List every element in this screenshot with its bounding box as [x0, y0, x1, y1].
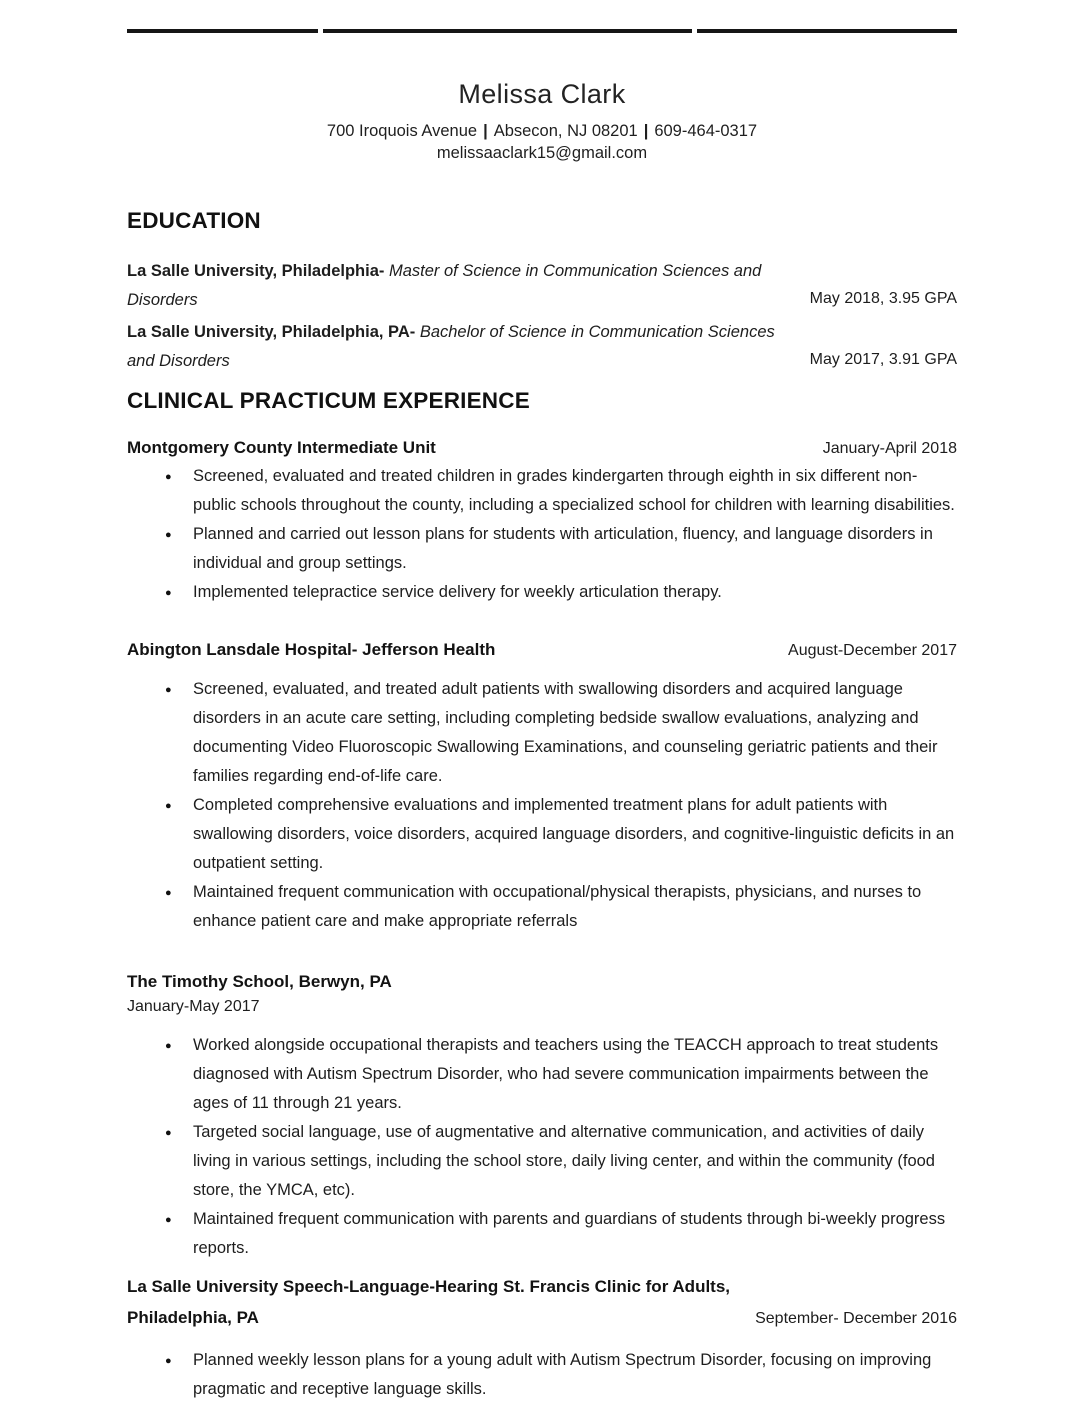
experience-date: January-May 2017 [127, 998, 260, 1015]
education-item [127, 318, 957, 376]
degree: Bachelor of Science in Communication Sciences [419, 323, 775, 341]
experience-entry-header [127, 637, 957, 662]
header-rule-segment [127, 29, 318, 33]
degree: Master of Science in Communication Sciences and [388, 262, 762, 280]
header-rule [127, 29, 957, 33]
education-item [127, 257, 957, 315]
experience-entry-header [127, 969, 957, 1018]
education-date: May 2017, 3.91 GPA [809, 351, 957, 368]
contact-separator: | [483, 122, 488, 140]
school-name: La Salle University, Philadelphia, PA- [127, 323, 416, 341]
header-rule-segment [323, 29, 692, 33]
bullet-item: ● Maintained frequent communication with occupational/physical therapists, physicians, and nurses to enhance patient care and make appropriate referrals [193, 878, 957, 936]
bullet-item: ● Planned weekly lesson plans for a young adult with Autism Spectrum Disorder, focusing on improving pragmatic and receptive language skills. [193, 1346, 957, 1404]
employer-name: Abington Lansdale Hospital- Jefferson Health [127, 640, 496, 659]
resume-header [127, 79, 957, 164]
employer-name: Montgomery County Intermediate Unit [127, 438, 436, 457]
bullet-item: ● Implemented telepractice service delivery for weekly articulation therapy. [193, 578, 957, 607]
bullet-item: ● Planned and carried out lesson plans for students with articulation, fluency, and language disorders in individual and group settings. [193, 520, 957, 578]
experience-bullet-list [127, 1031, 957, 1263]
experience-entry-header [127, 435, 957, 460]
degree: and Disorders [127, 352, 230, 370]
experience-date: August-December 2017 [788, 642, 957, 659]
experience-entry-header [127, 1271, 957, 1333]
experience-bullet-list [127, 675, 957, 936]
employer-name: La Salle University Speech-Language-Hearing St. Francis Clinic for Adults, Philadelphia, PA [127, 1277, 731, 1327]
bullet-item: ● Completed comprehensive evaluations and implemented treatment plans for adult patients with swallowing disorders, voice disorders, acquired language disorders, and cognitive-linguistic deficits in an outpatient setting. [193, 791, 957, 878]
education-date: May 2018, 3.95 GPA [809, 290, 957, 307]
experience-date: September- December 2016 [755, 1310, 957, 1327]
experience-bullet-list [127, 1346, 957, 1404]
bullet-item: ● Targeted social language, use of augmentative and alternative communication, and activities of daily living in various settings, including the school store, daily living center, and within the community (food store, the YMCA, etc). [193, 1118, 957, 1205]
person-name: Melissa Clark [458, 79, 626, 109]
bullet-item: ● Screened, evaluated, and treated adult patients with swallowing disorders and acquired language disorders in an acute care setting, including completing bedside swallow evaluations, analyzing and documenting Video Fluoroscopic Swallowing Examinations, and counseling geriatric patients and their families regarding end-of-life care. [193, 675, 957, 791]
employer-name: The Timothy School, Berwyn, PA [127, 972, 392, 991]
experience-date: January-April 2018 [822, 440, 957, 457]
email-address: melissaaclark15@gmail.com [436, 144, 648, 162]
education-section-heading: EDUCATION [127, 208, 261, 233]
contact-separator: | [643, 122, 649, 140]
city-state-zip: Absecon, NJ 08201 [493, 122, 638, 140]
bullet-item: ● Screened, evaluated and treated children in grades kindergarten through eighth in six different non-public schools throughout the county, including a specialized school for children with learning disabilities. [193, 462, 957, 520]
bullet-item: ● Maintained frequent communication with parents and guardians of students through bi-weekly progress reports. [193, 1205, 957, 1263]
bullet-item: ● Worked alongside occupational therapists and teachers using the TEACCH approach to treat students diagnosed with Autism Spectrum Disorder, who had severe communication impairments between the ages of 11 through 21 years. [193, 1031, 957, 1118]
experience-bullet-list [127, 462, 957, 607]
phone-number: 609-464-0317 [654, 122, 758, 140]
degree: Disorders [127, 291, 198, 309]
contact-line [127, 120, 957, 142]
school-name: La Salle University, Philadelphia- [127, 262, 385, 280]
header-rule-segment [697, 29, 957, 33]
experience-section-heading: CLINICAL PRACTICUM EXPERIENCE [127, 388, 530, 413]
address: 700 Iroquois Avenue [326, 122, 478, 140]
